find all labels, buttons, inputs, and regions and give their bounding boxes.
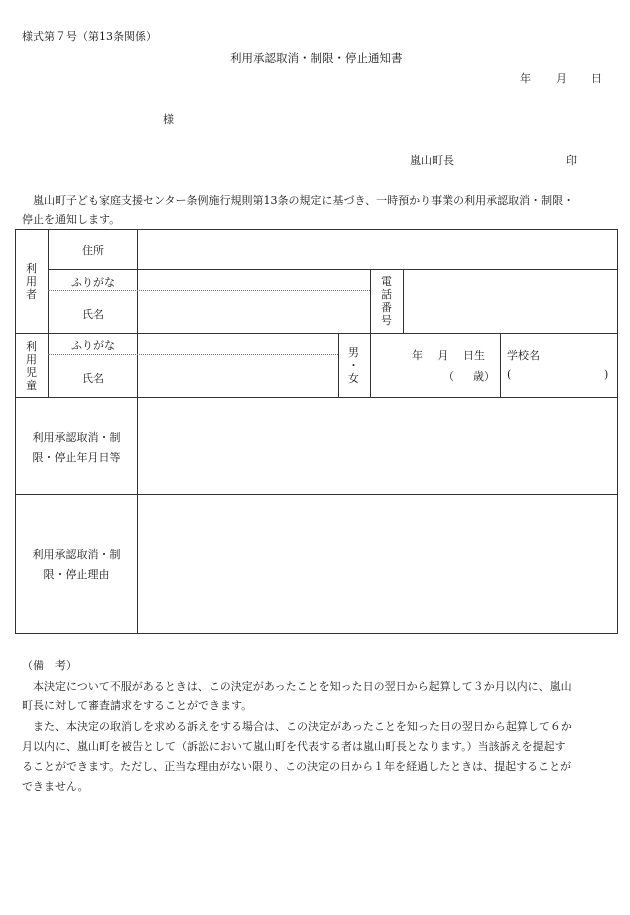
seal-mark: 印 bbox=[566, 154, 577, 167]
child-section-label: 利 用 児 童 bbox=[26, 340, 37, 392]
notes-p2-line2: 月以内に、嵐山町を被告として（訴訟において嵐山町を代表する者は嵐山町長となります。）当該訴えを提起す bbox=[22, 740, 566, 753]
child-furigana-field[interactable] bbox=[138, 335, 336, 353]
date-month: 月 bbox=[556, 72, 567, 85]
school-name-field[interactable] bbox=[515, 366, 601, 384]
cancel-reason-label: 利用承認取消・制 限・停止理由 bbox=[32, 548, 121, 581]
school-close-paren: ) bbox=[604, 368, 609, 381]
date-day: 日 bbox=[591, 72, 602, 85]
name-field[interactable] bbox=[138, 292, 368, 332]
issuer-name: 嵐山町長 bbox=[410, 154, 454, 167]
age-open-paren: （ bbox=[443, 370, 454, 383]
addressee-suffix: 様 bbox=[163, 113, 174, 126]
phone-field[interactable] bbox=[405, 271, 615, 331]
furigana-label: ふりがな bbox=[71, 276, 115, 289]
cancel-reason-field[interactable] bbox=[139, 496, 616, 632]
school-open-paren: ( bbox=[507, 368, 512, 381]
furigana-field[interactable] bbox=[138, 271, 368, 289]
age-label: 歳） bbox=[473, 370, 495, 383]
intro-line-1: 嵐山町子ども家庭支援センター条例施行規則第13条の規定に基づき、一時預かり事業の利用承認取消・制限・ bbox=[33, 194, 575, 207]
birth-date-label: 年 月 日生 bbox=[412, 349, 485, 362]
child-name-field[interactable] bbox=[138, 356, 336, 396]
notes-p1-line2: 町長に対して審査請求をすることができます。 bbox=[22, 699, 253, 712]
notes-p1-line1: 本決定について不服があるときは、この決定があったことを知った日の翌日から起算して３か月以内に、嵐山 bbox=[33, 680, 572, 693]
notes-heading: （備 考） bbox=[22, 659, 77, 672]
notes-p2-line3: ることができます。ただし、正当な理由がない限り、この決定の日から１年を経過したときは、提起することが bbox=[22, 760, 572, 773]
child-name-label: 氏名 bbox=[82, 372, 104, 385]
form-number: 様式第７号（第13条関係） bbox=[22, 30, 157, 43]
notes-p2-line1: また、本決定の取消しを求める訴えをする場合は、この決定があったことを知った日の翌日から起算して６か bbox=[33, 720, 572, 733]
address-field[interactable] bbox=[138, 236, 616, 266]
notes-p2-line4: できません。 bbox=[22, 780, 89, 793]
phone-label: 電 話 番 号 bbox=[381, 275, 392, 327]
intro-line-2: 停止を通知します。 bbox=[22, 213, 121, 226]
document-title: 利用承認取消・制限・停止通知書 bbox=[230, 51, 403, 65]
name-label: 氏名 bbox=[82, 308, 104, 321]
child-furigana-label: ふりがな bbox=[71, 339, 115, 352]
cancel-date-field[interactable] bbox=[139, 399, 616, 493]
gender-selector[interactable]: 男 ・ 女 bbox=[348, 346, 359, 385]
school-label: 学校名 bbox=[507, 349, 540, 362]
cancel-date-label: 利用承認取消・制 限・停止年月日等 bbox=[32, 431, 121, 464]
date-year: 年 bbox=[520, 72, 531, 85]
address-label: 住所 bbox=[82, 244, 104, 257]
user-section-label: 利 用 者 bbox=[26, 262, 37, 301]
